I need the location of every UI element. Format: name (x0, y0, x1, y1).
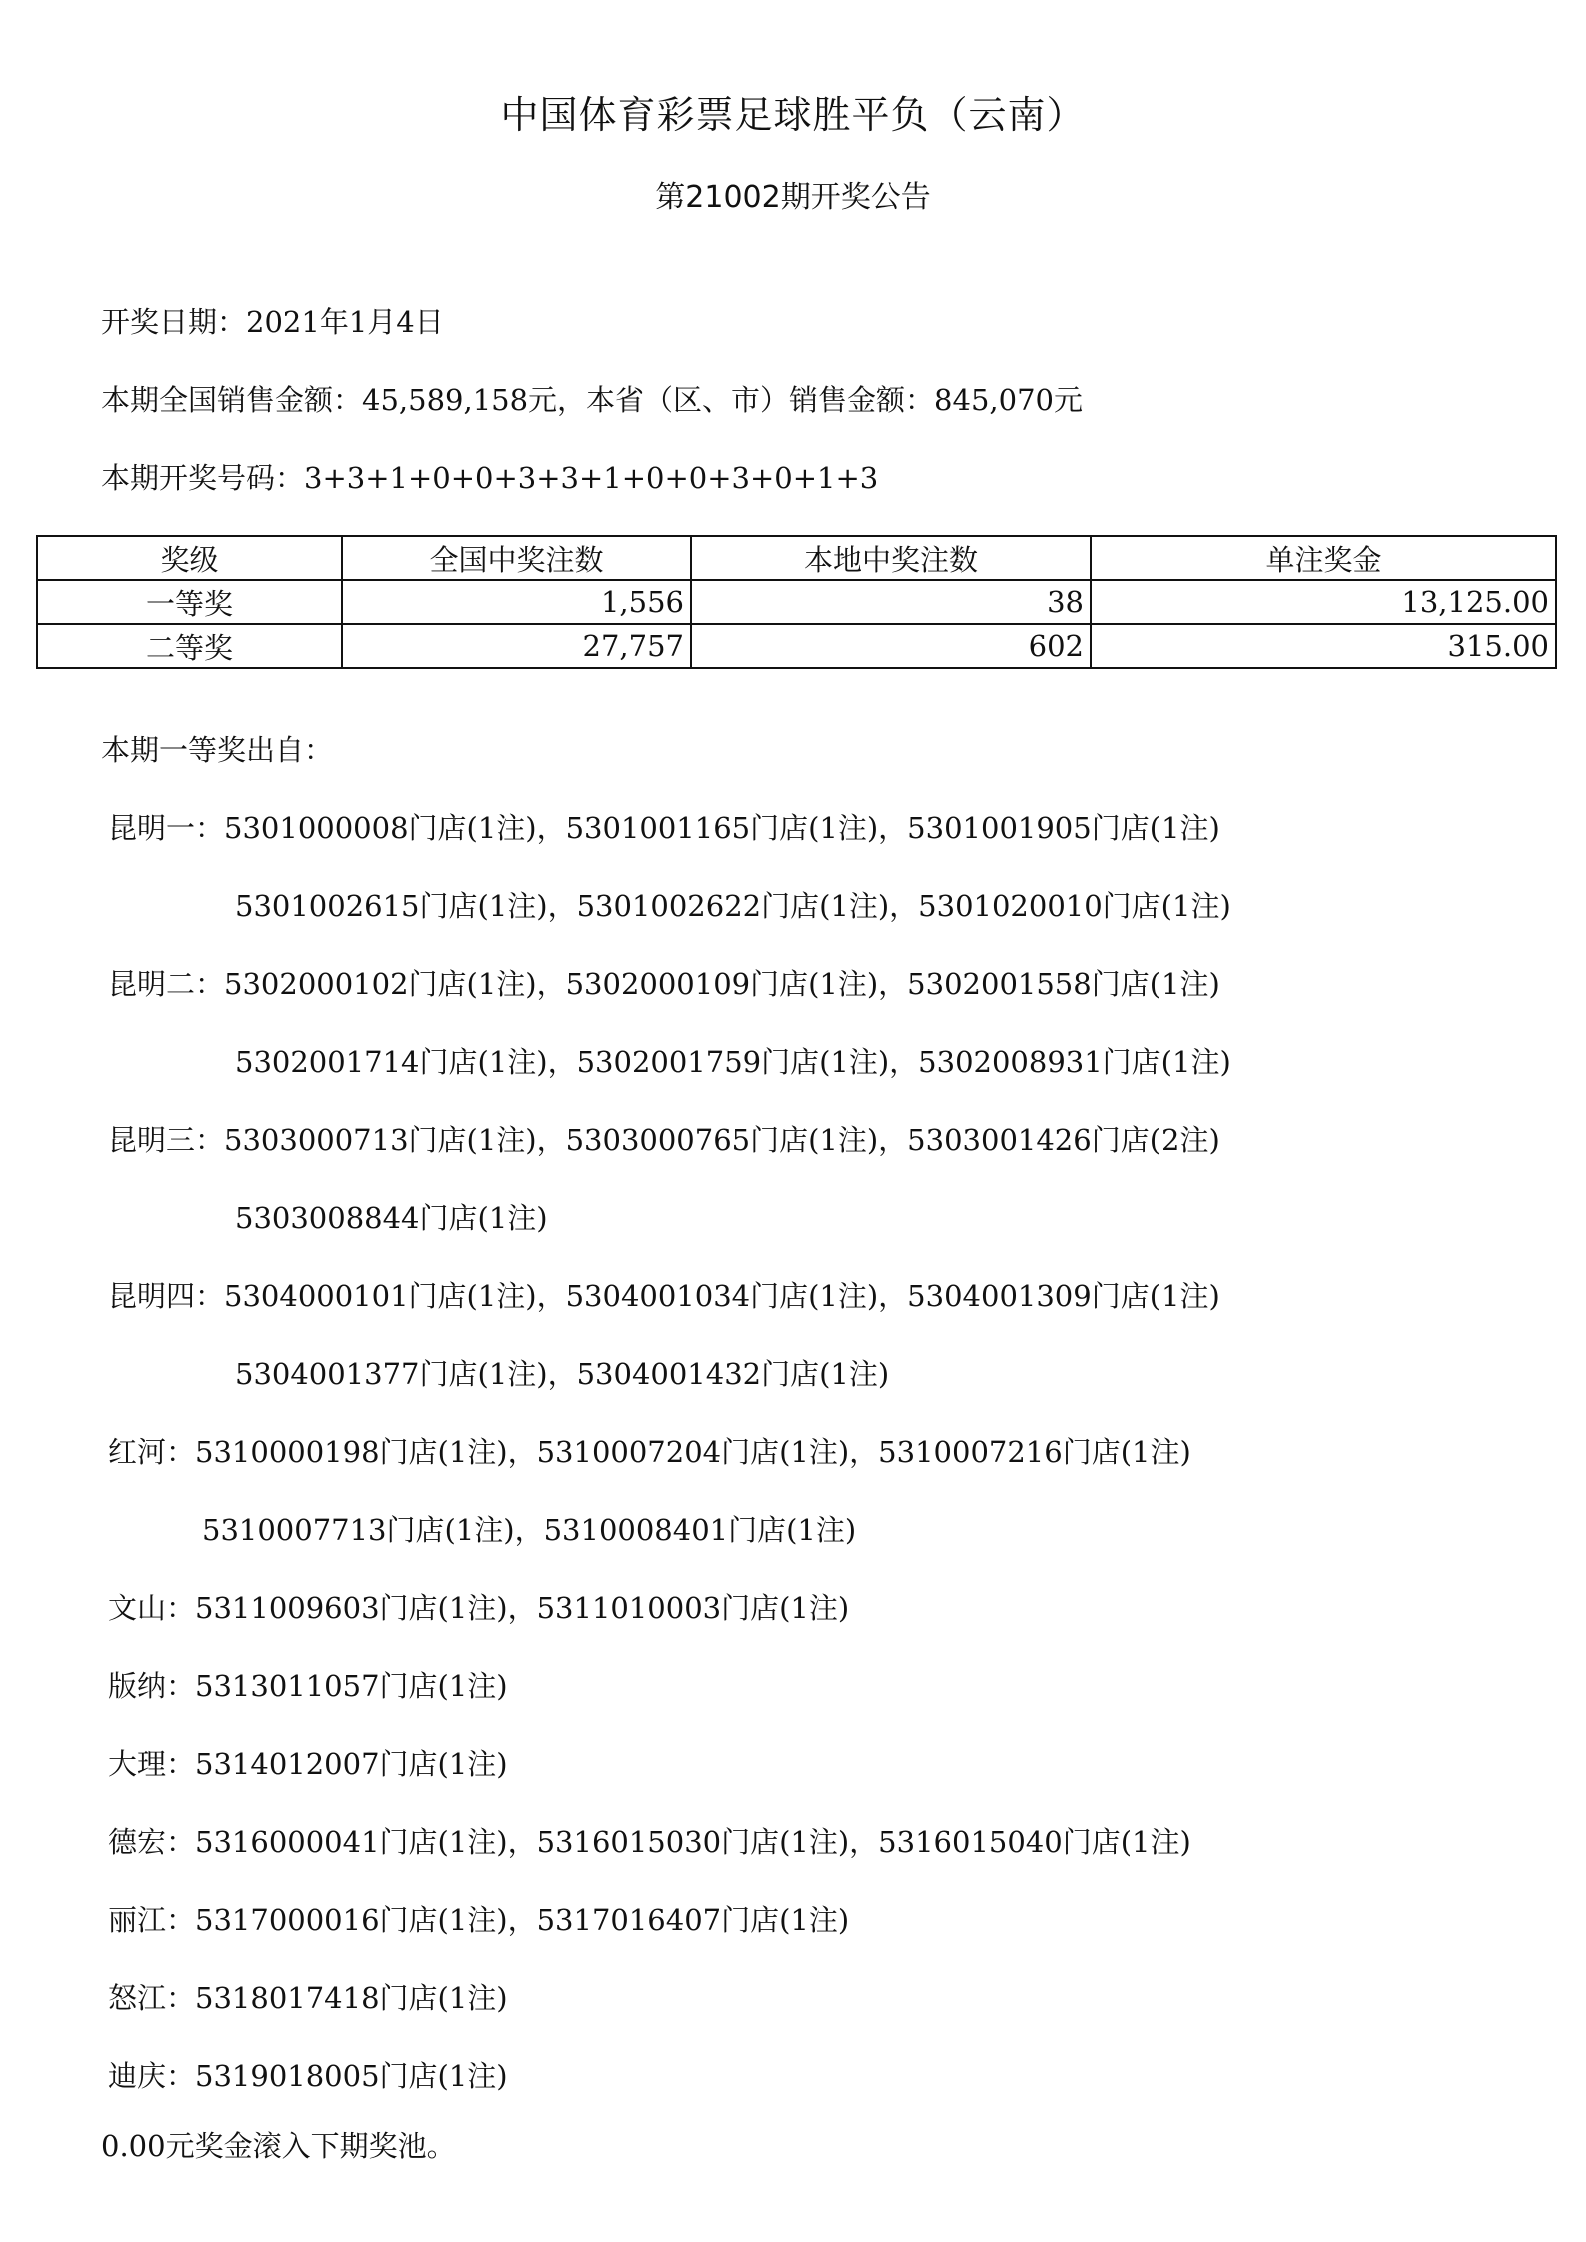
sales-label: 本期全国销售金额： (101, 383, 363, 417)
shop-list: 5317000016门店(1注)，5317016407门店(1注) (195, 1903, 850, 1937)
shop-list: 5311009603门店(1注)，5311010003门店(1注) (195, 1591, 850, 1625)
winner-line (235, 1196, 548, 1237)
winner-line (108, 1586, 849, 1627)
shop-list: 5314012007门店(1注) (195, 1747, 508, 1781)
prize-level: 二等奖 (37, 624, 342, 668)
table-row (37, 580, 1556, 624)
shop-list: 5319018005门店(1注) (195, 2059, 508, 2093)
region-label: 昆明一： (108, 811, 225, 845)
prize-amount: 13,125.00 (1091, 580, 1556, 624)
region-label: 大理： (108, 1747, 196, 1781)
header-national-count: 全国中奖注数 (342, 536, 691, 580)
winners-heading: 本期一等奖出自： (101, 733, 334, 767)
prize-level: 一等奖 (37, 580, 342, 624)
numbers-value: 3+3+1+0+0+3+3+1+0+0+3+0+1+3 (304, 461, 879, 495)
winner-line (108, 1430, 1191, 1471)
header-prize-amount: 单注奖金 (1091, 536, 1556, 580)
region-label: 迪庆： (108, 2059, 196, 2093)
shop-list: 5313011057门店(1注) (195, 1669, 508, 1703)
shop-list: 5318017418门店(1注) (195, 1981, 508, 2015)
shop-list: 5304001377门店(1注)，5304001432门店(1注) (235, 1357, 890, 1391)
header-level: 奖级 (37, 536, 342, 580)
winner-line (108, 1820, 1191, 1861)
sales-value: 45,589,158元，本省（区、市）销售金额：845,070元 (362, 383, 1083, 417)
table-row (37, 624, 1556, 668)
winner-line (108, 806, 1220, 847)
winner-line (108, 1274, 1220, 1315)
shop-list: 5301002615门店(1注)，5301002622门店(1注)，5301020010门店(1注) (235, 889, 1231, 923)
local-count: 602 (691, 624, 1091, 668)
region-label: 昆明四： (108, 1279, 225, 1313)
winner-line (235, 1040, 1231, 1081)
winner-line (235, 1352, 889, 1393)
shop-list: 5303008844门店(1注) (235, 1201, 548, 1235)
page-title: 中国体育彩票足球胜平负（云南） (500, 93, 1086, 137)
winner-line (108, 2054, 508, 2095)
shop-list: 5310007713门店(1注)，5310008401门店(1注) (202, 1513, 857, 1547)
winner-line (235, 884, 1231, 925)
national-count: 1,556 (342, 580, 691, 624)
shop-list: 5316000041门店(1注)，5316015030门店(1注)，5316015040门店(1注) (195, 1825, 1191, 1859)
winner-line (108, 962, 1220, 1003)
prize-table (36, 535, 1557, 669)
shop-list: 5301000008门店(1注)，5301001165门店(1注)，5301001905门店(1注) (224, 811, 1220, 845)
winner-line (108, 1118, 1220, 1159)
region-label: 文山： (108, 1591, 196, 1625)
region-label: 怒江： (108, 1981, 196, 2015)
shop-list: 5310000198门店(1注)，5310007204门店(1注)，5310007216门店(1注) (195, 1435, 1191, 1469)
winner-line (108, 1898, 849, 1939)
sales-line (101, 378, 1083, 419)
draw-date-value: 2021年1月4日 (246, 305, 444, 339)
prize-amount: 315.00 (1091, 624, 1556, 668)
draw-date-label: 开奖日期： (101, 305, 247, 339)
region-label: 丽江： (108, 1903, 196, 1937)
winner-line (108, 1976, 508, 2017)
region-label: 版纳： (108, 1669, 196, 1703)
numbers-line (101, 456, 878, 497)
region-label: 昆明二： (108, 967, 225, 1001)
header-local-count: 本地中奖注数 (691, 536, 1091, 580)
national-count: 27,757 (342, 624, 691, 668)
region-label: 德宏： (108, 1825, 196, 1859)
rollover-note: 0.00元奖金滚入下期奖池。 (101, 2129, 456, 2163)
region-label: 红河： (108, 1435, 196, 1469)
shop-list: 5303000713门店(1注)，5303000765门店(1注)，5303001426门店(2注) (224, 1123, 1220, 1157)
local-count: 38 (691, 580, 1091, 624)
winner-line (108, 1742, 508, 1783)
issue-subtitle: 第21002期开奖公告 (655, 180, 931, 215)
region-label: 昆明三： (108, 1123, 225, 1157)
draw-date-line (101, 300, 444, 341)
winner-line (202, 1508, 856, 1549)
winner-line (108, 1664, 508, 1705)
shop-list: 5304000101门店(1注)，5304001034门店(1注)，5304001309门店(1注) (224, 1279, 1220, 1313)
shop-list: 5302000102门店(1注)，5302000109门店(1注)，5302001558门店(1注) (224, 967, 1220, 1001)
prize-table-header-row (37, 536, 1556, 580)
numbers-label: 本期开奖号码： (101, 461, 305, 495)
shop-list: 5302001714门店(1注)，5302001759门店(1注)，5302008931门店(1注) (235, 1045, 1231, 1079)
